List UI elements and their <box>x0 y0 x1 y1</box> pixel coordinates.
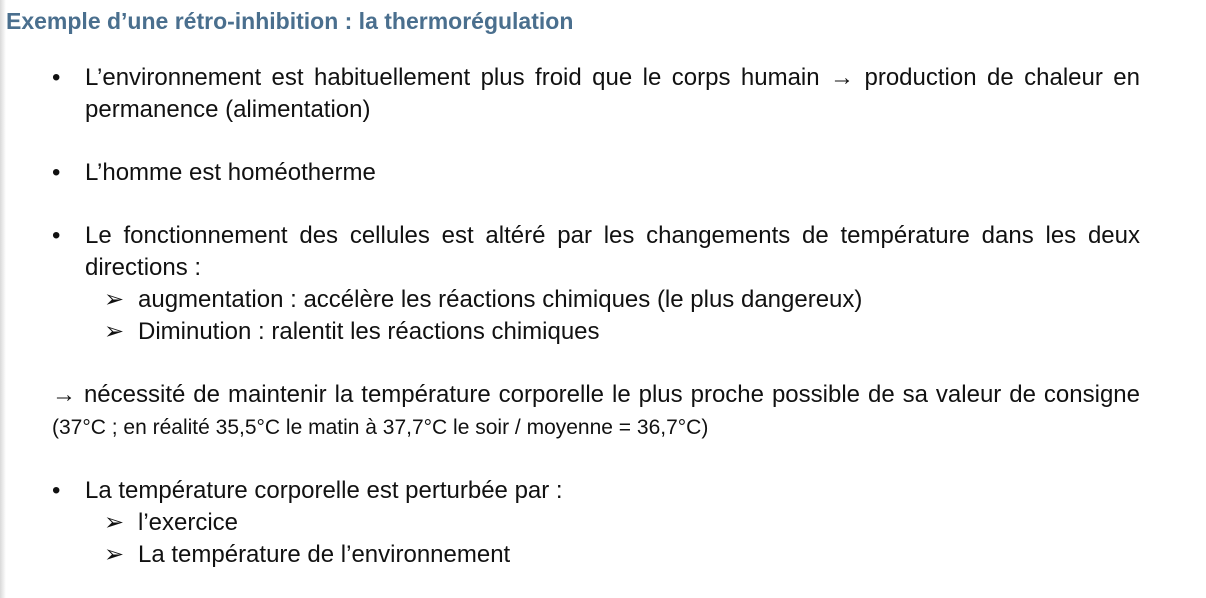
sub-item-text: La température de l’environnement <box>138 541 511 568</box>
bullet-item-homeotherme <box>52 157 1140 189</box>
sub-item-diminution <box>52 316 1140 348</box>
spacer <box>52 444 1140 475</box>
sub-item-text: Diminution : ralentit les réactions chimiques <box>138 318 600 345</box>
arrow-bullet-icon: ➢ <box>104 286 125 313</box>
arrow-bullet-icon: ➢ <box>104 509 125 536</box>
bullet-text: Le fonctionnement des cellules est altéré par les changements de température dans les deux directions : <box>85 222 1140 281</box>
conclusion-paragraph <box>52 379 1140 444</box>
conclusion-detail: (37°C ; en réalité 35,5°C le matin à 37,7°C le soir / moyenne = 36,7°C) <box>52 416 709 439</box>
bullet-text: L’environnement est habituellement plus froid que le corps humain → production de chaleur en permanence (alimentation) <box>85 64 1140 123</box>
bullet-marker: • <box>52 159 61 186</box>
conclusion-main: → nécessité de maintenir la température corporelle le plus proche possible de sa valeur de consigne <box>52 381 1140 408</box>
arrow-bullet-icon: ➢ <box>104 541 125 568</box>
spacer <box>52 189 1140 220</box>
bullet-text: La température corporelle est perturbée par : <box>85 477 563 504</box>
left-edge-shade <box>0 0 6 598</box>
slide-content <box>52 62 1140 571</box>
sub-item-text: l’exercice <box>138 509 239 536</box>
spacer <box>52 126 1140 157</box>
bullet-item-perturbations <box>52 475 1140 507</box>
bullet-item-cell-function <box>52 220 1140 284</box>
bullet-text: L’homme est homéotherme <box>85 159 376 186</box>
sub-item-augmentation <box>52 284 1140 316</box>
arrow-bullet-icon: ➢ <box>104 318 125 345</box>
spacer <box>52 348 1140 379</box>
sub-item-temperature-environnement <box>52 539 1140 571</box>
bullet-marker: • <box>52 477 61 504</box>
sub-item-text: augmentation : accélère les réactions chimiques (le plus dangereux) <box>138 286 863 313</box>
bullet-marker: • <box>52 64 61 91</box>
slide-title: Exemple d’une rétro-inhibition : la thermorégulation <box>6 8 574 34</box>
bullet-marker: • <box>52 222 61 249</box>
bullet-item-environment <box>52 62 1140 126</box>
sub-item-exercice <box>52 507 1140 539</box>
